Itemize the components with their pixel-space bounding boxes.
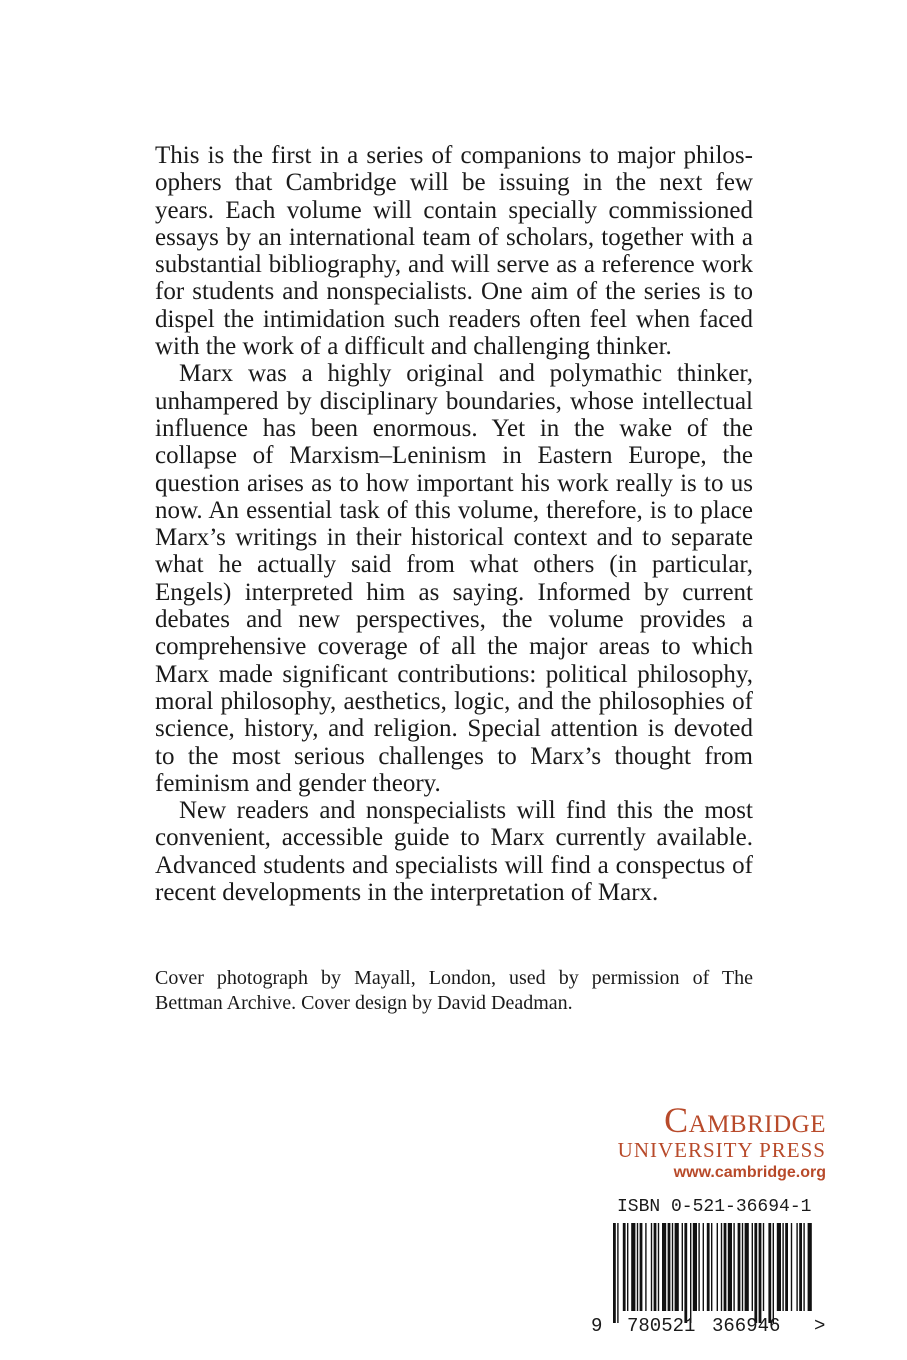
isbn-label: ISBN 0-521-36694-1 [617,1197,812,1217]
barcode-bar [773,1223,774,1323]
barcode-bar [645,1223,646,1311]
barcode-bar [733,1223,734,1311]
barcode-bar [693,1223,697,1311]
barcode-bar [803,1223,804,1311]
barcode-bar [698,1223,699,1311]
barcode-bar [782,1223,783,1311]
barcode-bar [791,1223,792,1311]
barcode-bar [728,1223,732,1311]
barcode-bar [717,1223,718,1311]
barcode-bar [637,1223,638,1311]
barcode-right-digits: 366946 [712,1315,781,1337]
barcode-bar [763,1223,764,1311]
barcode-bar [672,1223,673,1311]
barcode-quiet-mark: > [814,1315,826,1337]
blurb-paragraph-1: This is the first in a series of companions to major philosophers that Cambridge will be issuing in the next few years. Each volume will contain specially commissioned essays by an international team of scholars, together with a substantial bibliography, and will serve as a reference work for students and nonspecialists. One aim of the series is to dispel the intimidation such readers often feel when faced with the work of a difficult and challenging thinker. [155,142,753,361]
barcode-bar [627,1223,628,1311]
barcode-bar [617,1223,618,1323]
barcode-bar [768,1223,771,1323]
barcode-bar [690,1223,691,1323]
barcode-bar [662,1223,666,1311]
blurb-paragraph-3: New readers and nonspecialists will find this the most convenient, accessible guide to Marx currently available. Advanced students and specialists will find a conspectus of recent developments in the interpretation of Marx. [155,797,753,907]
barcode-bar [654,1223,657,1311]
barcode-image [587,1223,832,1345]
barcode-bar [684,1223,687,1323]
barcode-bar [631,1223,635,1311]
barcode-bar [668,1223,671,1311]
barcode-bar [623,1223,626,1311]
barcode-bar [703,1223,704,1311]
publisher-subtitle: UNIVERSITY PRESS [617,1138,826,1162]
barcode-bar [721,1223,722,1311]
barcode-bar [738,1223,741,1311]
barcode-bar [796,1223,797,1311]
barcode-bar [613,1223,616,1323]
back-cover-blurb [155,142,753,906]
barcode-bar [724,1223,727,1311]
blurb-paragraph-2: Marx was a highly original and polymathic thinker, unhampered by disciplinary boundaries, whose intellectual influence has been enormous. Yet in the wake of the collapse of Marxism–Leninism in Eastern Europe, the question arises as to how important his work really is to us now. An essential task of this volume, therefore, is to place Marx’s writings in their historical context and to separate what he actually said from what others (in particular, Engels) interpreted him as saying. Informed by current debates and new perspectives, the volume provides a comprehensive coverage of all the major areas to which Marx made significant contributions: political philosophy, moral philosophy, aesthetics, logic, and the philosophies of science, history, and religion. Special attention is devoted to the most serious challenges to Marx’s thought from feminism and gender theory. [155,360,753,797]
barcode-bar [754,1223,757,1323]
barcode-bar [808,1223,812,1311]
barcode-bar [675,1223,679,1311]
barcode-bar [707,1223,710,1311]
barcode-bar [640,1223,643,1311]
publisher-url: www.cambridge.org [673,1164,826,1181]
barcode-bars [613,1223,812,1323]
publisher-name: Cambridge [664,1100,826,1140]
barcode-lead-digit: 9 [591,1315,603,1337]
barcode-bar [682,1223,683,1311]
barcode-bar [742,1223,743,1311]
barcode-bar [752,1223,753,1311]
barcode-bar [799,1223,802,1311]
barcode-bar [785,1223,788,1311]
barcode-bar [777,1223,781,1311]
barcode-left-digits: 780521 [627,1315,696,1337]
barcode-bar [651,1223,652,1311]
barcode-bar [745,1223,749,1311]
barcode-bar [759,1223,762,1323]
barcode-bar [711,1223,712,1311]
cover-credits: Cover photograph by Mayall, London, used by permission of The Bettman Archive. Cover design by David Deadman. [155,967,753,1014]
publisher-logo [586,1102,826,1184]
barcode-bar [658,1223,659,1311]
isbn-barcode [587,1187,832,1347]
